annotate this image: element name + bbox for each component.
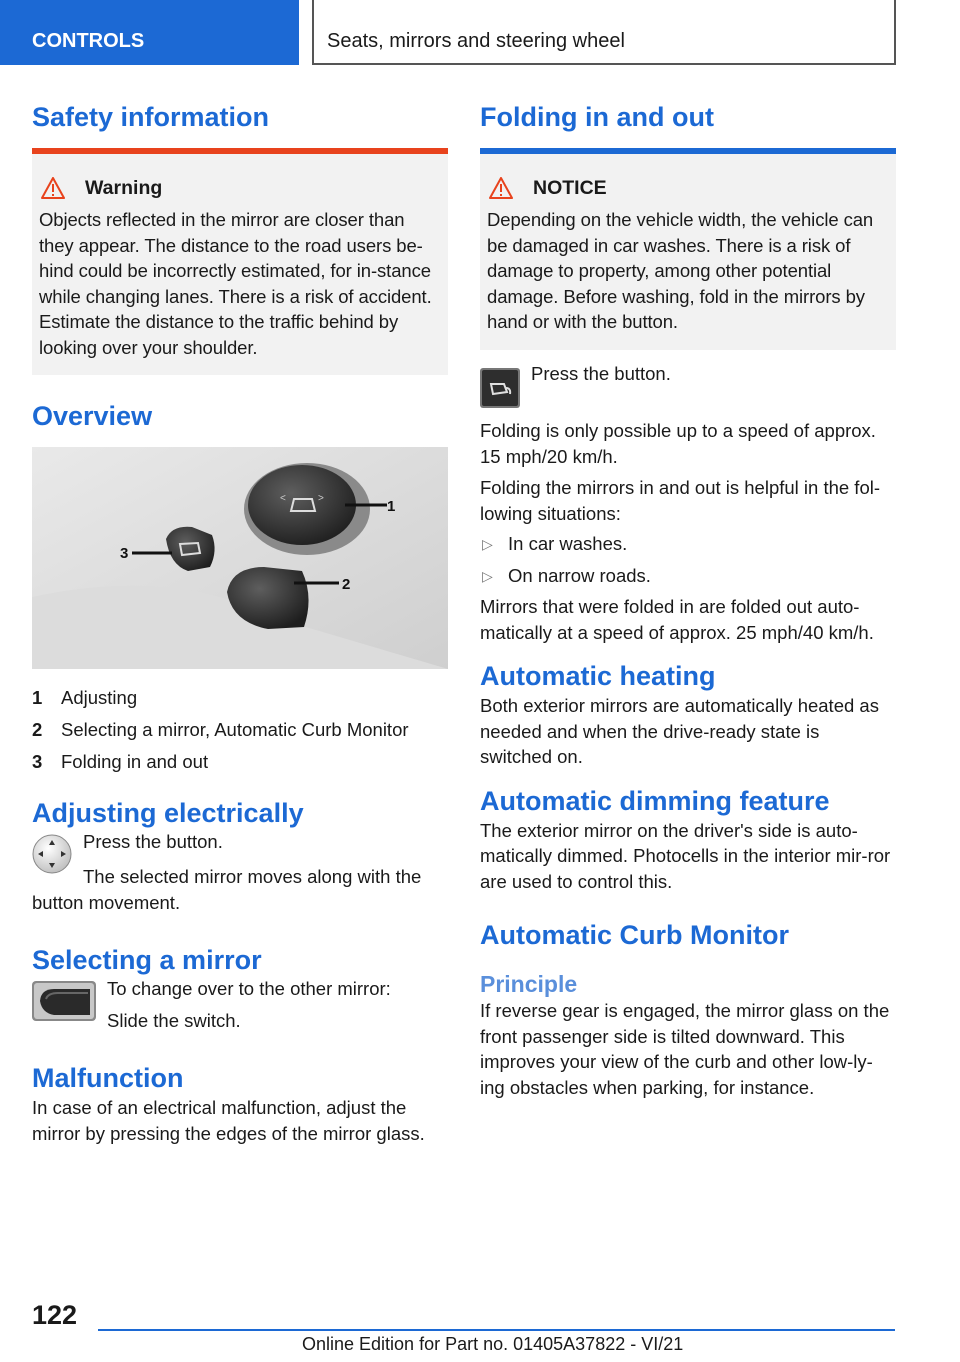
- situation-list: [480, 528, 896, 592]
- fold-button-row: [480, 364, 896, 408]
- list-number: 1: [32, 687, 43, 708]
- principle-title: Principle: [480, 971, 578, 997]
- malfunction-text: In case of an electrical malfunction, adjust the mirror by pressing the edges of the mirror glass.: [32, 1097, 425, 1144]
- list-item: [480, 528, 896, 560]
- list-item: [480, 560, 896, 592]
- edition-text: Online Edition for Part no. 01405A37822 - VI/21: [302, 1334, 684, 1354]
- safety-title: Safety information: [32, 102, 270, 132]
- list-label: In car washes.: [508, 533, 628, 554]
- list-item: [32, 714, 448, 746]
- heating-title: Automatic heating: [480, 661, 716, 691]
- page-number: 122: [32, 1300, 78, 1330]
- notice-box: [480, 148, 896, 350]
- mirror-switch-icon: [32, 981, 96, 1021]
- list-label: On narrow roads.: [508, 565, 651, 586]
- adjust-press: Press the button.: [83, 831, 223, 852]
- curb-title: Automatic Curb Monitor: [480, 920, 789, 950]
- right-column: [480, 100, 896, 1100]
- adjust-description: The selected mirror moves along with the button movement.: [32, 866, 422, 913]
- warning-triangle-icon: [41, 177, 65, 199]
- list-label: Selecting a mirror, Automatic Curb Monitor: [61, 719, 409, 740]
- dimming-text: The exterior mirror on the driver's side is auto-matically dimmed. Photocells in the interior mir-ror are used to control this.: [480, 819, 891, 892]
- four-way-button-icon: [32, 834, 72, 874]
- list-label: Folding in and out: [61, 751, 209, 772]
- warning-box: [32, 148, 448, 375]
- section-tab: CONTROLS: [0, 0, 299, 65]
- triangle-bullet-icon: ▷: [482, 536, 493, 552]
- warning-heading: [39, 176, 442, 200]
- warning-text: Objects reflected in the mirror are closer than they appear. The distance to the road users be-hind could be incorrectly estimated, for in-stance while changing lanes. There is a risk of accident. Estimate the distance to the traffic behind by looking over your shoulder.: [39, 209, 432, 358]
- select-slide: Slide the switch.: [107, 1009, 241, 1031]
- overview-title: Overview: [32, 401, 153, 431]
- fold-speed: Folding is only possible up to a speed of approx. 15 mph/20 km/h.: [480, 420, 876, 467]
- fold-helpful: Folding the mirrors in and out is helpful in the fol-lowing situations:: [480, 477, 881, 524]
- callout-3: 3: [120, 545, 129, 562]
- fold-out-text: Mirrors that were folded in are folded out auto-matically at a speed of approx. 25 mph/40 km/h.: [480, 596, 874, 643]
- select-row: [32, 979, 448, 1033]
- fold-title: Folding in and out: [480, 102, 714, 132]
- list-number: 2: [32, 719, 43, 740]
- list-label: Adjusting: [61, 687, 138, 708]
- list-number: 3: [32, 751, 43, 772]
- dimming-title: Automatic dimming feature: [480, 785, 830, 816]
- adjust-title: Adjusting electrically: [32, 798, 304, 828]
- notice-text: Depending on the vehicle width, the vehicle can be damaged in car washes. There is a risk of damage to property, among other potential damage. Before washing, fold in the mirrors by hand or with the button.: [487, 209, 874, 332]
- chapter-title: Seats, mirrors and steering wheel: [312, 0, 896, 65]
- triangle-bullet-icon: ▷: [482, 568, 493, 584]
- warning-label: Warning: [85, 177, 163, 199]
- callout-1: 1: [387, 498, 396, 515]
- notice-heading: [487, 176, 890, 200]
- fold-press: Press the button.: [531, 363, 671, 384]
- fold-mirror-button-icon: [480, 368, 520, 408]
- svg-text:<: <: [280, 493, 286, 504]
- heating-text: Both exterior mirrors are automatically heated as needed and when the drive-ready state is switched on.: [480, 695, 879, 767]
- notice-label: NOTICE: [533, 177, 607, 199]
- select-instruction: To change over to the other mirror:: [107, 978, 391, 999]
- left-column: [32, 100, 448, 1146]
- mirror-controls-photo: [32, 447, 448, 669]
- select-title: Selecting a mirror: [32, 945, 262, 975]
- overview-list: [32, 682, 448, 778]
- callout-2: 2: [342, 576, 351, 593]
- svg-text:>: >: [318, 493, 324, 504]
- malfunction-title: Malfunction: [32, 1063, 184, 1093]
- principle-text: If reverse gear is engaged, the mirror glass on the front passenger side is tilted downward. This improves your view of the curb and other low-ly-ing obstacles when parking, for instance.: [480, 1000, 890, 1098]
- list-item: [32, 746, 448, 778]
- list-item: [32, 682, 448, 714]
- notice-triangle-icon: [489, 177, 513, 199]
